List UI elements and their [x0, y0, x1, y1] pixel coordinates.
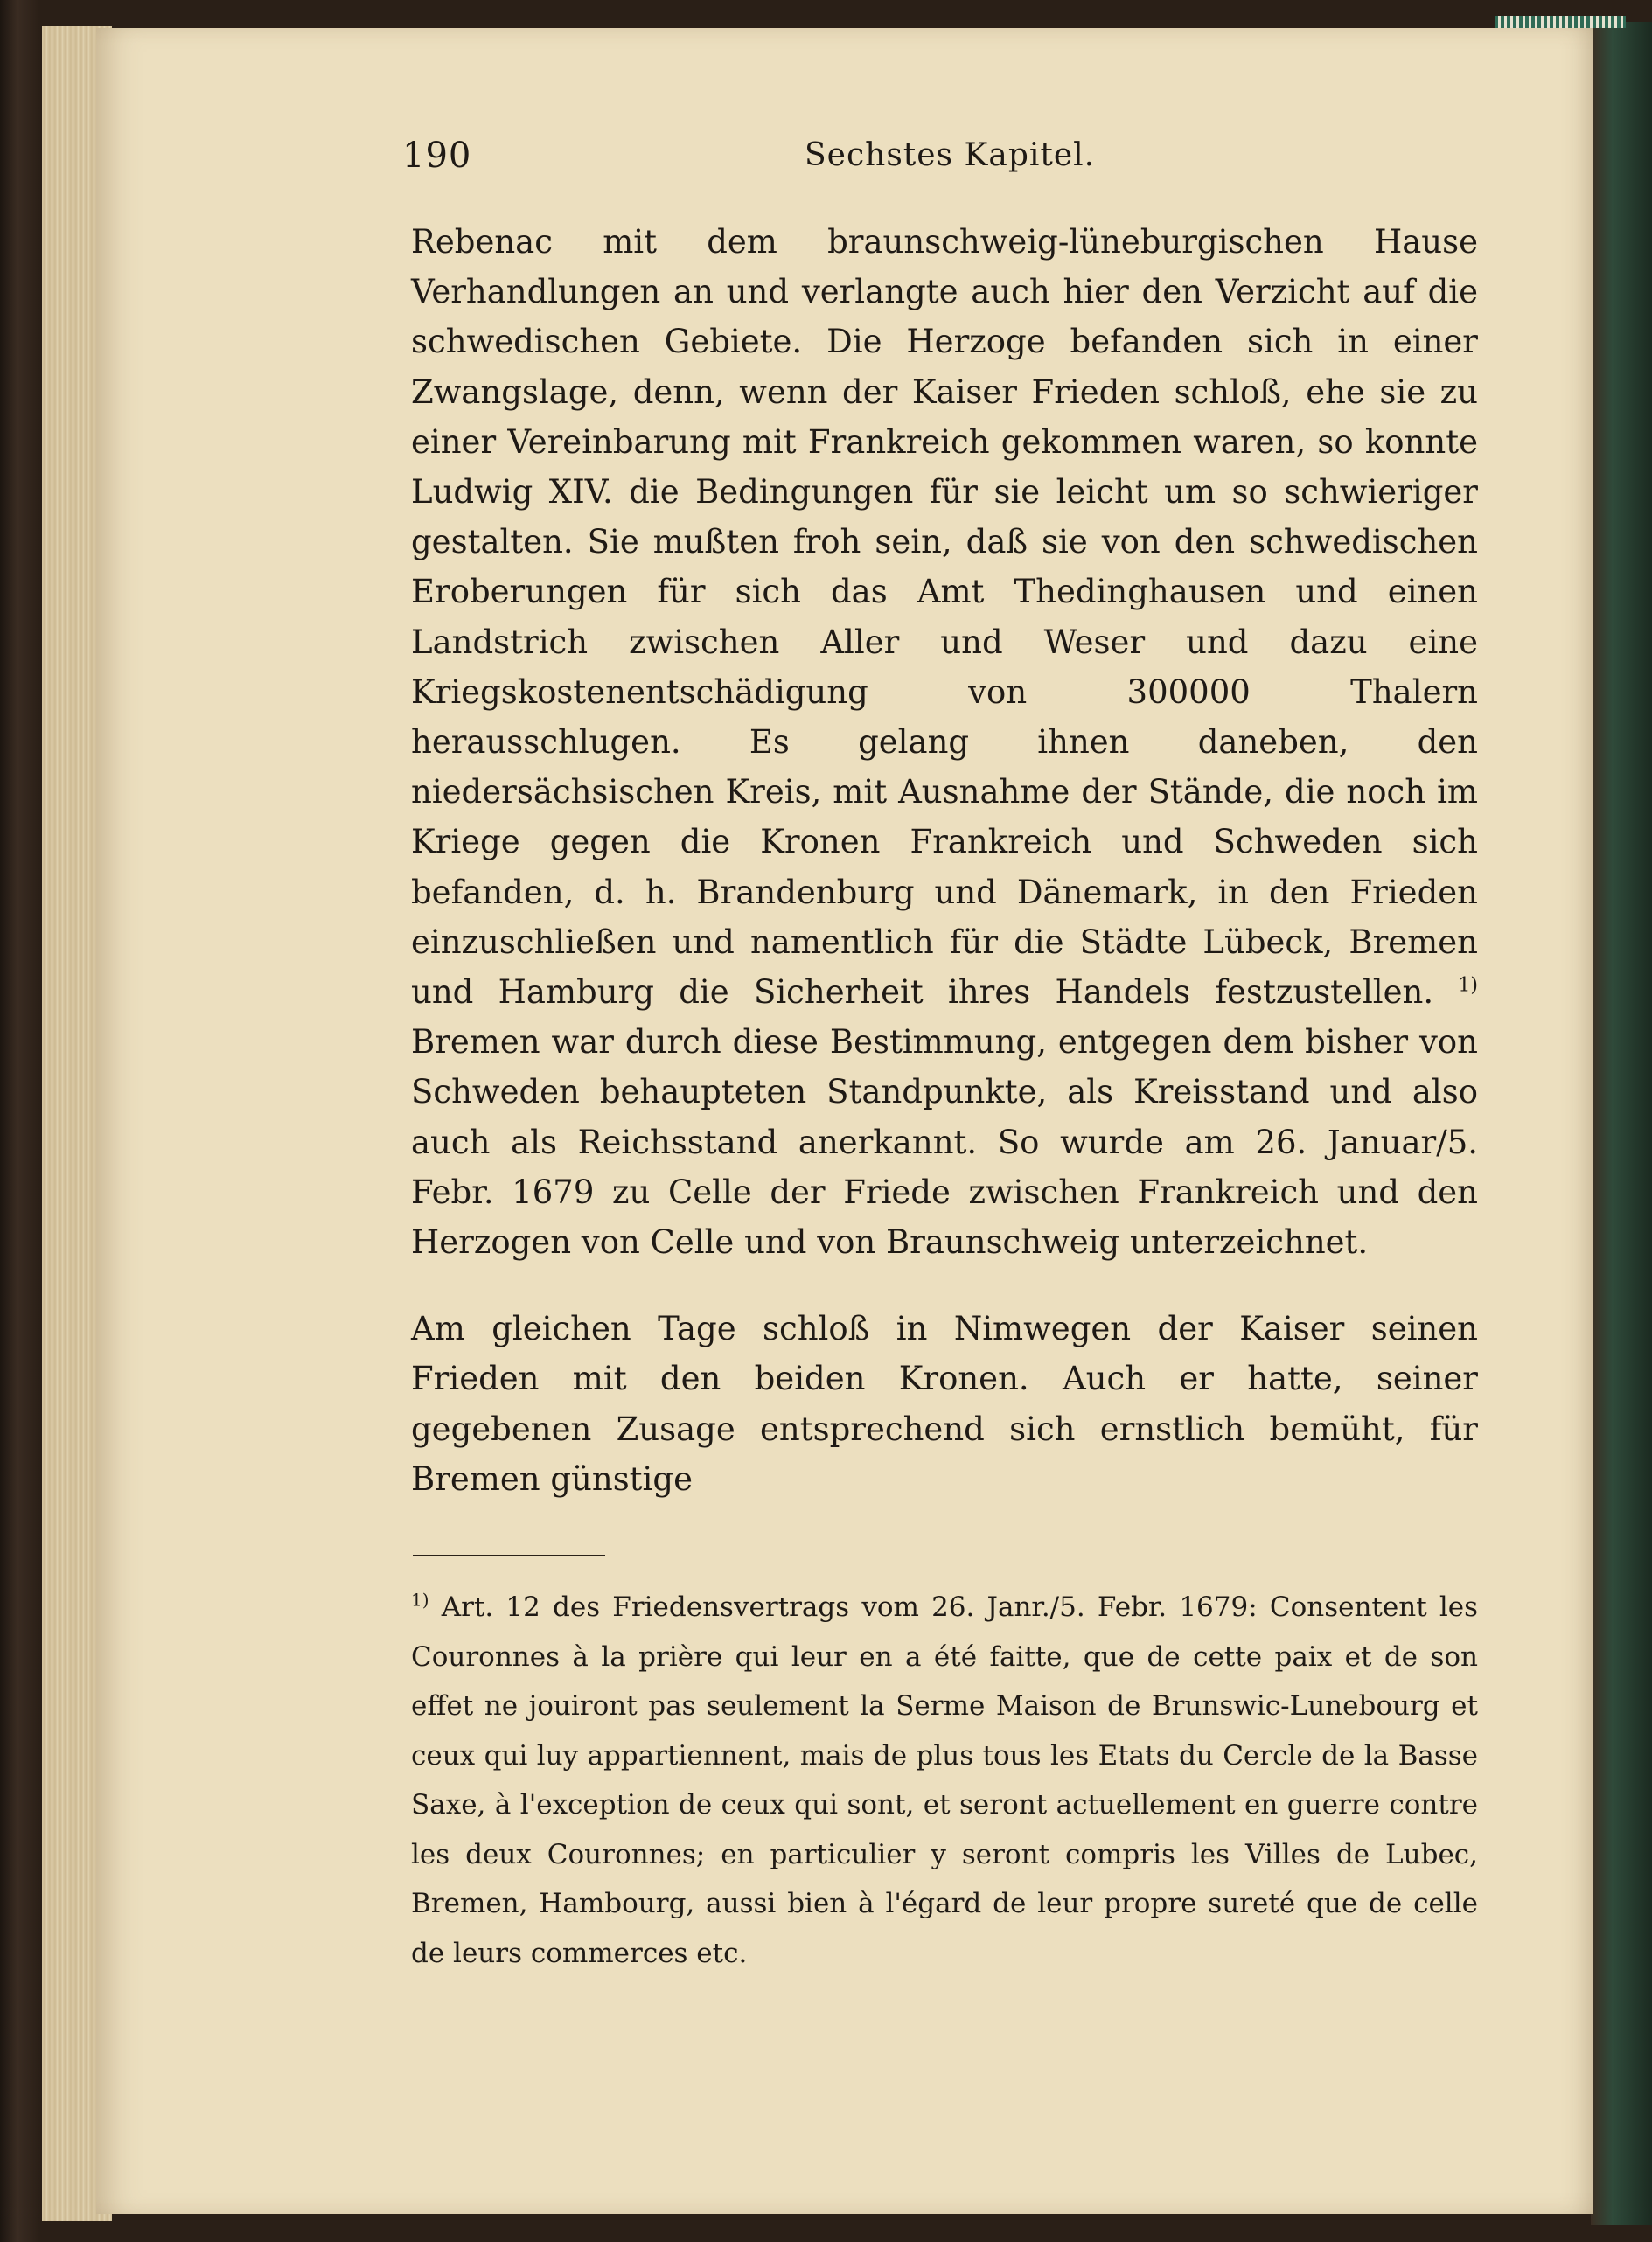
book-spine	[1591, 22, 1652, 2225]
page-header	[402, 136, 1495, 188]
body-text	[411, 217, 1478, 1504]
paragraph-text: Rebenac mit dem braunschweig-lüneburgischen Hause Verhandlungen an und verlangte auch hier den Verzicht auf die schwedischen Gebiete. Die Herzoge befanden sich in einer Zwangslage, denn, wenn der Kaiser Frieden schloß, ehe sie zu einer Vereinbarung mit Frankreich gekommen waren, so konnte Ludwig XIV. die Bedingungen für sie leicht um so schwieriger gestalten. Sie mußten froh sein, daß sie von den schwedischen Eroberungen für sich das Amt Thedinghausen und einen Landstrich zwischen Aller und Weser und dazu eine Kriegskostenentschädigung von 300000 Thalern herausschlugen. Es gelang ihnen daneben, den niedersächsischen Kreis, mit Ausnahme der Stände, die noch im Kriege gegen die Kronen Frankreich und Schweden sich befanden, d. h. Brandenburg und Dänemark, in den Frieden einzuschließen und namentlich für die Städte Lübeck, Bremen und Hamburg die Sicherheit ihres Handels festzustellen.	[411, 223, 1478, 1012]
bookmark-ribbon	[1495, 16, 1626, 28]
footnote-marker: 1)	[411, 1589, 429, 1611]
paragraph: Am gleichen Tage schloß in Nimwegen der Kaiser seinen Frieden mit den beiden Kronen. Auch er hatte, seiner gegebenen Zusage entsprechend sich ernstlich bemüht, für Bremen günstige	[411, 1310, 1478, 1498]
footnote-intro: Art. 12 des Friedensvertrags vom 26. Janr./5. Febr. 1679:	[441, 1591, 1258, 1623]
running-title: Sechstes Kapitel.	[805, 137, 1096, 173]
footnote-text: Consentent les Couronnes à la prière qui leur en a été faitte, que de cette paix et de son effet ne jouiront pas seulement la Serme Maison de Brunswic-Lunebourg et ceux qui luy appartiennent, mais de plus tous les Etats du Cercle de la Basse Saxe, à l'exception de ceux qui sont, et seront actuellement en guerre contre les deux Couronnes; en particulier y seront compris les Villes de Lubec, Bremen, Hambourg, aussi bien à l'égard de leur propre sureté que de celle de leurs commerces etc.	[411, 1591, 1478, 1969]
paragraph	[411, 217, 1478, 1267]
footnote-reference: 1)	[1458, 974, 1478, 997]
footnote	[411, 1583, 1478, 1978]
paragraph-continuation: Bremen war durch diese Bestimmung, entgegen dem bisher von Schweden behaupteten Standpunkte, als Kreisstand und also auch als Reichsstand anerkannt. So wurde am 26. Januar/5. Febr. 1679 zu Celle der Friede zwischen Frankreich und den Herzogen von Celle und von Braunschweig unterzeichnet.	[411, 1023, 1478, 1262]
footnote-divider	[413, 1555, 605, 1556]
page-number: 190	[402, 136, 472, 176]
